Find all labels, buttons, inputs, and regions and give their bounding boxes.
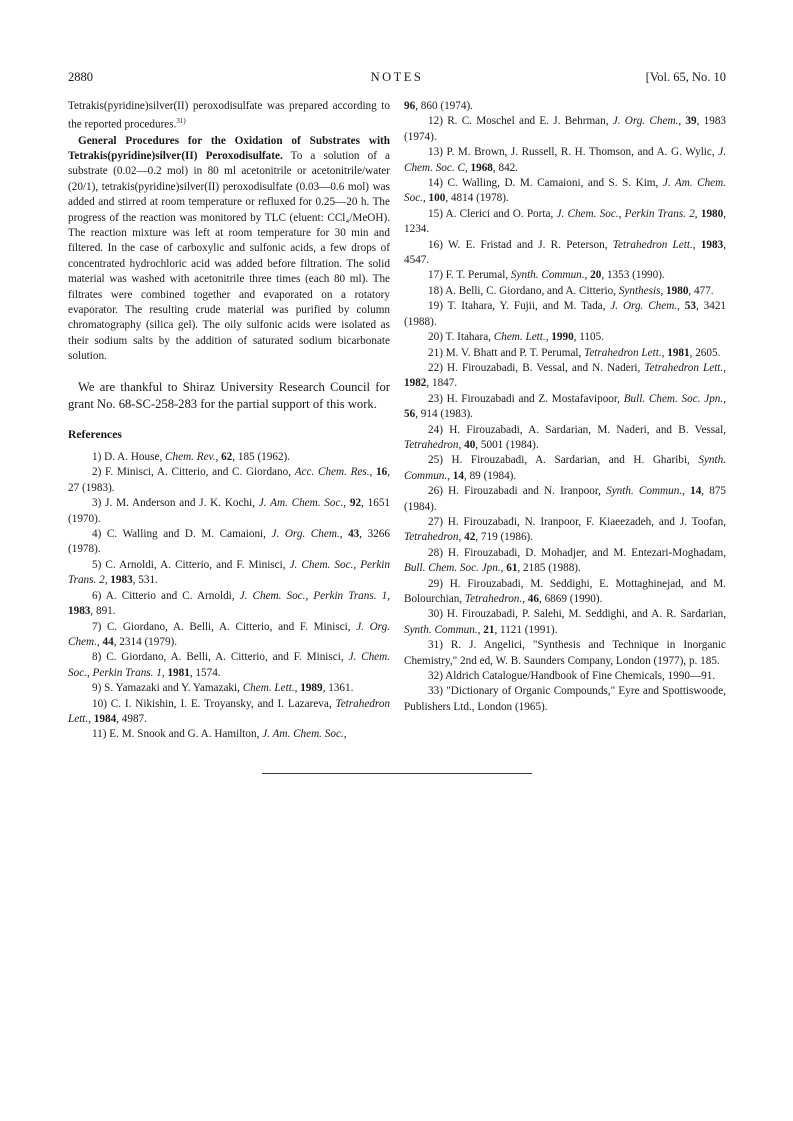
end-rule: [262, 773, 532, 774]
reference-volume: 1983: [110, 574, 133, 587]
reference-authors: P. M. Brown, J. Russell, R. H. Thomson, and A. G. Wylic,: [446, 146, 719, 159]
reference-item: [68, 681, 390, 696]
reference-authors: C. Walling, D. M. Camaioni, and S. S. Kim,: [447, 177, 663, 190]
reference-journal: Synth. Commun.: [606, 485, 683, 498]
reference-journal: Tetrahedron Lett.: [68, 697, 391, 725]
reference-rest: , 89 (1984).: [463, 469, 517, 482]
reference-volume: 56: [404, 408, 416, 421]
journal-volume: [Vol. 65, No. 10: [645, 70, 726, 84]
reference-number: 7): [92, 620, 102, 633]
reference-volume: 1981: [667, 346, 690, 359]
reference-authors: C. Arnoldi, A. Citterio, and F. Minisci,: [105, 558, 290, 571]
reference-volume: 39: [685, 115, 697, 128]
reference-rest: , 891.: [90, 605, 116, 618]
reference-rest: , 4987.: [116, 712, 147, 725]
reference-volume: 44: [102, 635, 114, 648]
reference-authors: D. A. House,: [104, 451, 166, 464]
reference-number: 16): [428, 238, 443, 251]
reference-authors: R. J. Angelici, "Synthesis and Technique in Inorganic Chemistry," 2nd ed, W. B. Saunders Company, London (1977), p. 185.: [404, 639, 726, 667]
reference-item: [404, 638, 726, 669]
reference-rest: , 531.: [132, 574, 158, 587]
reference-item: [404, 684, 726, 715]
reference-number: 6): [92, 589, 102, 602]
reference-item: [68, 589, 390, 620]
reference-rest: , 4547.: [404, 238, 726, 267]
reference-volume: 42: [464, 531, 476, 544]
reference-journal: J. Am. Chem. Soc.: [404, 177, 726, 205]
reference-item: [404, 546, 726, 577]
reference-authors: H. Firouzabadi, D. Mohadjer, and M. Entezari-Moghadam,: [448, 546, 727, 559]
reference-separator: ,: [682, 485, 691, 498]
reference-journal: J. Chem. Soc., Perkin Trans. 2: [556, 207, 695, 220]
reference-number: 10): [92, 697, 107, 710]
reference-rest: , 27 (1983).: [68, 466, 391, 494]
reference-volume: 1983: [700, 238, 724, 251]
reference-item: [404, 346, 726, 361]
reference-journal: J. Chem. Soc. C: [404, 146, 726, 174]
reference-journal: J. Org. Chem.: [612, 115, 679, 128]
reference-volume: 40: [464, 438, 476, 451]
reference-item: [68, 727, 390, 742]
reference-item: [404, 453, 726, 484]
reference-authors: H. Firouzabadi, P. Salehi, M. Seddighi, and A. R. Sardarian,: [446, 608, 726, 621]
reference-number: 13): [428, 146, 443, 159]
reference-item: [68, 650, 390, 681]
reference-item: [404, 299, 726, 330]
reference-rest: , 914 (1983).: [415, 408, 473, 421]
reference-number: 23): [428, 392, 443, 405]
procedure-paragraph: [68, 134, 390, 365]
reference-journal: Tetrahedron.: [464, 593, 523, 605]
reference-separator: ,: [660, 284, 667, 297]
reference-authors: J. M. Anderson and J. K. Kochi,: [105, 497, 259, 510]
reference-journal: Synth. Commun.: [404, 454, 727, 482]
reference-number: 24): [428, 423, 443, 436]
reference-separator: ,: [723, 361, 726, 374]
reference-journal: Tetrahedron Lett.: [612, 238, 693, 251]
reference-volume: 1983: [68, 605, 91, 618]
reference-authors: H. Firouzabadi and N. Iranpoor,: [448, 485, 607, 498]
reference-volume: 20: [590, 269, 602, 282]
reference-separator: ,: [694, 207, 701, 220]
reference-authors: T. Itahara, Y. Fujii, and M. Tada,: [447, 300, 611, 313]
reference-volume: 43: [348, 528, 360, 541]
procedure-text: To a solution of a substrate (0.02—0.2 mol) in 80 ml acetonitrile or acetonitrile/water (20/1), tetrakis(pyridine)silver(II) peroxodisulfate (0.03—0.6 mol) was added and stirred at room temperature or refluxed for 0.25—20 h. The progress of the reaction was monitored by TLC (eluent: CCl₄/MeOH). The reaction mixture was left at room temperature for 30 min and filtered. In the case of carboxylic and sulfonic acids, a few drops of concentrated hydrochloric acid was added before filtration. The solid material was washed with acetonitrile three times (each 80 ml). The filtrates were combined together and evaporated on a rotatory evaporator. The resulting crude material was purified by column chromatography (silica gel). The oily sulfonic acids were isolated as their sodium salts by the addition of saturated sodium bicarbonate solution.: [68, 149, 390, 363]
reference-item: [404, 423, 726, 454]
reference-item: [404, 284, 726, 299]
acknowledgement-paragraph: We are thankful to Shiraz University Research Council for grant No. 68-SC-258-283 for the partial support of this work.: [68, 379, 390, 411]
reference-separator: ,: [661, 346, 668, 359]
reference-authors: A. Citterio and C. Arnoldi,: [105, 589, 240, 602]
reference-journal: Bull. Chem. Soc. Jpn.: [623, 392, 724, 405]
reference-item: [404, 669, 726, 684]
reference-authors: R. C. Moschel and E. J. Behrman,: [447, 115, 613, 128]
reference-separator: ,: [369, 466, 377, 479]
reference-item: [68, 558, 390, 589]
reference-item: [404, 207, 726, 238]
reference-item: [68, 465, 390, 496]
reference-separator: ,: [692, 238, 701, 251]
reference-item: [404, 145, 726, 176]
reference-separator: ,: [96, 635, 103, 648]
reference-number: 27): [428, 515, 443, 528]
reference-rest: , 1353 (1990).: [601, 269, 665, 282]
reference-volume: 61: [506, 562, 518, 575]
reference-rest: , 1847.: [426, 377, 458, 390]
reference-authors: "Dictionary of Organic Compounds," Eyre and Spottiswoode, Publishers Ltd., London (1965).: [404, 685, 727, 713]
reference-journal: Tetrahedron Lett.: [584, 346, 662, 359]
reference-journal: J. Am. Chem. Soc.: [262, 728, 344, 741]
reference-number: 19): [428, 300, 443, 313]
reference-number: 11): [92, 728, 107, 741]
reference-number: 2): [92, 466, 102, 479]
reference-number: 30): [428, 608, 443, 621]
reference-number: 1): [92, 451, 102, 464]
reference-authors: C. Giordano, A. Belli, A. Citterio, and F. Minisci,: [106, 620, 357, 633]
reference-separator: ,: [422, 192, 429, 205]
reference-volume: 92: [349, 497, 362, 510]
reference-authors: C. I. Nikishin, I. E. Troyansky, and I. Lazareva,: [110, 697, 336, 710]
reference-rest: , 842.: [492, 161, 519, 174]
reference-rest: , 2605.: [689, 346, 721, 359]
reference-number: 26): [428, 485, 443, 498]
reference-rest: , 1361.: [322, 682, 354, 695]
reference-number: 9): [92, 682, 102, 695]
reference-volume: 1980: [700, 207, 724, 220]
reference-volume: 1981: [167, 666, 190, 679]
preparation-text: Tetrakis(pyridine)silver(II) peroxodisulfate was prepared according to the reported procedures.: [68, 100, 390, 132]
reference-separator: ,: [545, 331, 552, 344]
reference-item: [404, 515, 726, 546]
reference-number: 18): [428, 284, 443, 297]
reference-journal: Synthesis: [618, 284, 661, 297]
reference-separator: ,: [477, 623, 484, 636]
reference-number: 4): [92, 528, 102, 541]
reference-separator: ,: [458, 438, 465, 451]
reference-separator: ,: [215, 451, 222, 464]
reference-rest: , 1983 (1974).: [404, 115, 727, 143]
reference-rest: , 2185 (1988).: [517, 562, 581, 575]
reference-journal: Chem. Rev.: [165, 451, 216, 464]
reference-rest: , 1121 (1991).: [494, 623, 558, 636]
reference-item: [404, 361, 726, 392]
reference-rest: , 3421 (1988).: [404, 300, 727, 328]
reference-journal: Chem. Lett.: [242, 682, 295, 695]
reference-journal: Synth. Commun.: [404, 623, 478, 636]
citation-superscript: 31): [176, 117, 186, 126]
preparation-paragraph: [68, 99, 390, 134]
reference-rest: , 6869 (1990).: [538, 593, 603, 605]
reference-separator: ,: [343, 497, 350, 510]
reference-separator: ,: [343, 728, 347, 741]
reference-rest: , 4814 (1978).: [445, 192, 509, 205]
reference-item: [404, 114, 726, 145]
references-list-right: [404, 99, 726, 715]
reference-authors: W. E. Fristad and J. R. Peterson,: [448, 238, 613, 251]
reference-authors: T. Itahara,: [445, 331, 494, 344]
reference-authors: H. Firouzabadi and Z. Mostafavipoor,: [446, 392, 624, 405]
running-section-title: NOTES: [370, 70, 424, 84]
reference-separator: ,: [500, 562, 507, 575]
reference-authors: S. Yamazaki and Y. Yamazaki,: [104, 682, 243, 695]
reference-authors: M. V. Bhatt and P. T. Perumal,: [445, 346, 585, 359]
reference-authors: F. Minisci, A. Citterio, and C. Giordano,: [105, 466, 295, 479]
reference-volume: 100: [428, 192, 446, 205]
reference-number: 32): [428, 670, 443, 683]
reference-authors: C. Walling and D. M. Camaioni,: [106, 528, 272, 541]
reference-separator: ,: [677, 300, 685, 313]
reference-item: [68, 620, 390, 651]
reference-separator: ,: [161, 666, 168, 679]
reference-separator: ,: [458, 531, 465, 544]
procedure-heading: General Procedures for the Oxidation of Substrates with Tetrakis(pyridine)silver(II) Peroxodisulfate.: [68, 134, 390, 162]
reference-journal: J. Org. Chem.: [271, 528, 340, 541]
reference-journal: Tetrahedron: [404, 438, 459, 451]
reference-journal: J. Chem. Soc., Perkin Trans. 2: [68, 558, 391, 587]
reference-separator: ,: [464, 161, 471, 174]
reference-rest: , 1651 (1970).: [68, 497, 391, 525]
reference-authors: F. T. Perumal,: [445, 269, 511, 282]
reference-authors: A. Clerici and O. Porta,: [445, 207, 557, 220]
reference-volume: 1990: [551, 331, 574, 344]
reference-separator: ,: [104, 574, 111, 587]
reference-number: 31): [428, 639, 443, 652]
reference-journal: J. Org. Chem.: [68, 620, 391, 648]
reference-volume: 1980: [666, 284, 689, 297]
reference-authors: C. Giordano, A. Belli, A. Citterio, and F. Minisci,: [106, 651, 349, 664]
reference-number: 5): [92, 558, 102, 571]
reference-item: [68, 450, 390, 465]
reference-rest: , 3266 (1978).: [68, 528, 390, 556]
reference-separator: ,: [387, 589, 390, 602]
reference-item: [404, 577, 726, 608]
reference-number: 15): [428, 207, 443, 220]
reference-number: 25): [428, 454, 443, 467]
reference-volume: 96: [404, 100, 416, 112]
reference-authors: A. Belli, C. Giordano, and A. Citterio,: [445, 284, 619, 297]
reference-rest: , 477.: [688, 284, 714, 297]
reference-rest: , 875 (1984).: [404, 485, 727, 513]
reference-journal: Bull. Chem. Soc. Jpn.: [404, 562, 501, 575]
reference-number: 29): [428, 577, 443, 590]
reference-number: 17): [428, 269, 443, 282]
reference-item: [404, 238, 726, 269]
reference-volume: 14: [690, 485, 702, 498]
reference-authors: Aldrich Catalogue/Handbook of Fine Chemicals, 1990—91.: [445, 670, 716, 683]
reference-journal: J. Chem. Soc., Perkin Trans. 1: [68, 651, 390, 679]
reference-rest: , 5001 (1984).: [475, 438, 539, 451]
reference-number: 28): [428, 546, 443, 559]
reference-number: 20): [428, 331, 443, 344]
reference-item: [404, 330, 726, 345]
reference-rest: , 1105.: [573, 331, 605, 344]
reference-continuation: [404, 99, 726, 114]
reference-item: [404, 607, 726, 638]
reference-item: [404, 392, 726, 423]
reference-volume: 21: [483, 623, 495, 636]
reference-separator: ,: [522, 593, 528, 605]
left-column: [68, 99, 390, 743]
reference-number: 3): [92, 497, 102, 510]
reference-separator: ,: [339, 528, 349, 541]
reference-journal: Chem. Lett.: [493, 331, 546, 344]
reference-volume: 62: [221, 451, 233, 464]
reference-separator: ,: [584, 269, 591, 282]
reference-journal: J. Chem. Soc., Perkin Trans. 1: [239, 589, 388, 602]
reference-separator: ,: [294, 682, 301, 695]
reference-rest: , 1234.: [404, 207, 727, 236]
reference-journal: Synth. Commun.: [510, 269, 585, 282]
reference-authors: E. M. Snook and G. A. Hamilton,: [109, 728, 263, 741]
reference-authors: H. Firouzabadi, N. Iranpoor, F. Kiaeezadeh, and J. Toofan,: [447, 515, 726, 528]
reference-volume: 14: [452, 469, 464, 482]
reference-separator: ,: [447, 469, 453, 482]
reference-volume: 1968: [470, 161, 493, 174]
reference-item: [68, 697, 390, 728]
reference-item: [68, 496, 390, 527]
reference-number: 12): [428, 115, 443, 128]
reference-journal: J. Org. Chem.: [610, 300, 678, 313]
reference-journal: Tetrahedron: [404, 531, 459, 544]
reference-item: [68, 527, 390, 558]
reference-number: 22): [428, 361, 443, 374]
right-column: [404, 99, 726, 715]
reference-rest: , 1574.: [189, 666, 221, 679]
reference-number: 33): [428, 685, 443, 698]
reference-journal: Acc. Chem. Res.: [294, 466, 370, 479]
reference-volume: 16: [376, 466, 388, 479]
reference-rest: , 719 (1986).: [475, 531, 534, 544]
reference-item: [404, 176, 726, 207]
reference-authors: H. Firouzabadi, M. Seddighi, E. Mottaghinejad, and M. Bolourchian,: [404, 577, 727, 605]
reference-rest: , 860 (1974).: [415, 100, 473, 112]
reference-volume: 46: [527, 593, 539, 605]
reference-separator: ,: [678, 115, 686, 128]
reference-number: 21): [428, 346, 443, 359]
reference-rest: , 2314 (1979).: [113, 635, 178, 648]
reference-separator: ,: [723, 392, 726, 405]
reference-volume: 1982: [404, 377, 427, 390]
reference-journal: Tetrahedron Lett.: [644, 361, 724, 374]
reference-item: [404, 268, 726, 283]
reference-volume: 1989: [300, 682, 323, 695]
references-list-left: [68, 450, 390, 743]
reference-rest: , 185 (1962).: [232, 451, 291, 464]
reference-number: 8): [92, 651, 102, 664]
reference-journal: J. Am. Chem. Soc.: [258, 497, 344, 510]
reference-item: [404, 484, 726, 515]
reference-separator: ,: [88, 712, 94, 725]
reference-volume: 1984: [93, 712, 117, 725]
reference-authors: H. Firouzabadi, A. Sardarian, and H. Gharibi,: [451, 454, 699, 467]
reference-authors: H. Firouzabadi, B. Vessal, and N. Naderi,: [447, 361, 645, 374]
references-heading: References: [68, 427, 122, 441]
reference-volume: 53: [684, 300, 696, 313]
reference-authors: H. Firouzabadi, A. Sardarian, M. Naderi, and B. Vessal,: [449, 423, 726, 436]
page-number: 2880: [68, 70, 93, 84]
page-header: [68, 70, 726, 86]
reference-number: 14): [428, 177, 443, 190]
